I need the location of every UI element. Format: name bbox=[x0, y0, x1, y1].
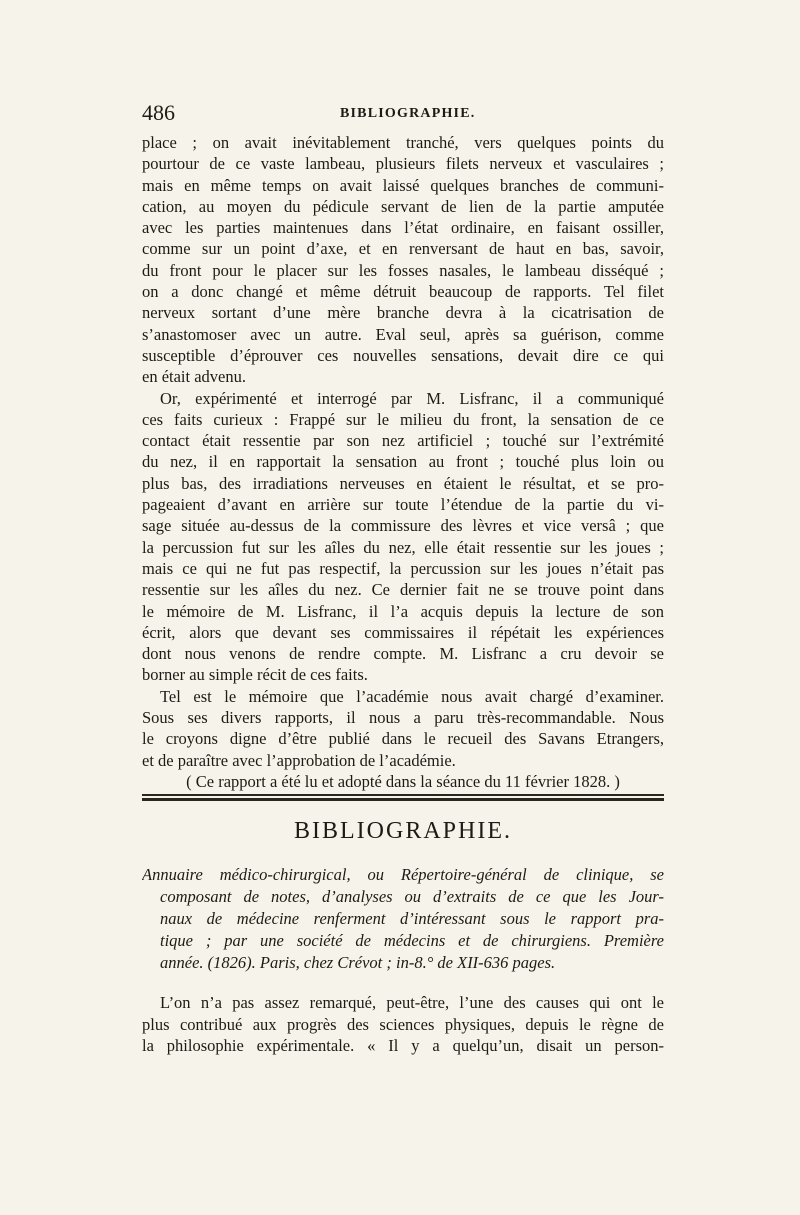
text-line: la philosophie expérimentale. « Il y a quelqu’un, disait un person- bbox=[142, 1036, 664, 1055]
text-line: susceptible d’éprouver ces nouvelles sensations, devait dire ce qui bbox=[142, 345, 664, 365]
reference-line: Annuaire médico-chirurgical, ou Répertoire-général de clinique, se bbox=[142, 865, 664, 884]
running-head bbox=[142, 100, 662, 128]
text-line: le mémoire de M. Lisfranc, il l’a acquis depuis la lecture de son bbox=[142, 601, 664, 621]
page-number: 486 bbox=[142, 100, 175, 125]
divider-rule bbox=[142, 794, 664, 796]
text-line: mais ce qui ne fut pas respectif, la percussion sur les joues n’était pas bbox=[142, 558, 664, 578]
text-line: nerveux sortant d’une mère branche devra à la cicatrisation de bbox=[142, 303, 664, 323]
text-line: mais en même temps on avait laissé quelques branches de communi- bbox=[142, 175, 664, 195]
reference-line: tique ; par une société de médecins et de chirurgiens. Première bbox=[160, 931, 664, 950]
running-title: BIBLIOGRAPHIE. bbox=[340, 106, 476, 121]
text-line: ressentie sur les aîles du nez. Ce dernier fait ne se trouve point dans bbox=[142, 580, 664, 600]
text-line: en était advenu. bbox=[142, 367, 246, 387]
text-line: Or, expérimenté et interrogé par M. Lisfranc, il a communiqué bbox=[160, 388, 664, 408]
text-line: le croyons digne d’être publié dans le recueil des Savans Etrangers, bbox=[142, 729, 664, 749]
text-line: L’on n’a pas assez remarqué, peut-être, l’une des causes qui ont le bbox=[160, 993, 664, 1012]
book-reference bbox=[142, 864, 664, 974]
text-line: pourtour de ce vaste lambeau, plusieurs filets nerveux et vasculaires ; bbox=[142, 154, 664, 174]
text-line: Sous ses divers rapports, il nous a paru très-recommandable. Nous bbox=[142, 708, 664, 728]
text-line: Tel est le mémoire que l’académie nous avait chargé d’examiner. bbox=[160, 686, 664, 706]
text-line: ces faits curieux : Frappé sur le milieu du front, la sensation de ce bbox=[142, 409, 664, 429]
text-line: pageaient d’avant en arrière sur toute l’étendue de la partie du vi- bbox=[142, 495, 664, 515]
text-line: écrit, alors que devant ses commissaires il répétait les expériences bbox=[142, 622, 664, 642]
text-line: ( Ce rapport a été lu et adopté dans la séance du 11 février 1828. ) bbox=[186, 771, 620, 791]
reference-line: composant de notes, d’analyses ou d’extraits de ce que les Jour- bbox=[160, 887, 664, 906]
reference-line: naux de médecine renferment d’intéressant sous le rapport pra- bbox=[160, 909, 664, 928]
section-title: BIBLIOGRAPHIE. bbox=[294, 818, 512, 844]
text-line: et de paraître avec l’approbation de l’académie. bbox=[142, 750, 456, 770]
text-line: on a donc changé et même détruit beaucoup de rapports. Tel filet bbox=[142, 282, 664, 302]
text-line: avec les parties maintenues dans l’état ordinaire, en faisant ossiller, bbox=[142, 218, 664, 238]
text-line: plus bas, des irradiations nerveuses en étaient le résultat, et se pro- bbox=[142, 473, 664, 493]
text-line: du front pour le placer sur les fosses nasales, le lambeau disséqué ; bbox=[142, 260, 664, 280]
divider-rule bbox=[142, 798, 664, 801]
text-line: borner au simple récit de ces faits. bbox=[142, 665, 368, 685]
text-line: du nez, il en rapportait la sensation au front ; touché plus loin ou bbox=[142, 452, 664, 472]
text-line: contact était ressentie par son nez artificiel ; touché sur l’extrémité bbox=[142, 431, 664, 451]
text-line: plus contribué aux progrès des sciences physiques, depuis le règne de bbox=[142, 1014, 664, 1034]
report-text bbox=[142, 132, 664, 792]
text-line: dont nous venons de rendre compte. M. Lisfranc a cru devoir se bbox=[142, 644, 664, 664]
text-line: sage située au-dessus de la commissure des lèvres et vice versâ ; que bbox=[142, 516, 664, 536]
text-line: cation, au moyen du pédicule servant de lien de la partie amputée bbox=[142, 196, 664, 216]
reference-line: année. (1826). Paris, chez Crévot ; in-8.° de XII-636 pages. bbox=[160, 953, 556, 972]
review-text bbox=[142, 992, 664, 1057]
text-line: place ; on avait inévitablement tranché, vers quelques points du bbox=[142, 133, 664, 152]
text-line: la percussion fut sur les aîles du nez, elle était ressentie sur les joues ; bbox=[142, 537, 664, 557]
text-line: s’anastomoser avec un autre. Eval seul, après sa guérison, comme bbox=[142, 324, 664, 344]
text-line: comme sur un point d’axe, et en renversant de haut en bas, savoir, bbox=[142, 239, 664, 259]
